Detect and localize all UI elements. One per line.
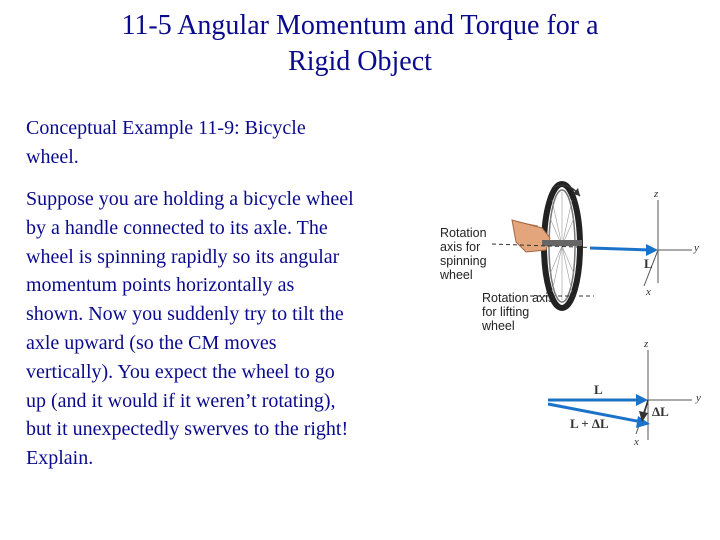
bottom-axis-y: y bbox=[696, 392, 701, 404]
label-line: for lifting bbox=[482, 305, 530, 319]
top-L-vector bbox=[590, 244, 658, 256]
label-line: wheel bbox=[440, 268, 473, 282]
body-line: shown. Now you suddenly try to tilt the bbox=[26, 303, 344, 326]
title-line-2: Rigid Object bbox=[288, 46, 432, 77]
body-line: but it unexpectedly swerves to the right! bbox=[26, 418, 349, 441]
example-line-1: Conceptual Example 11-9: Bicycle bbox=[26, 117, 306, 139]
body-line: axle upward (so the CM moves bbox=[26, 331, 277, 354]
label-line: axis for bbox=[440, 240, 481, 254]
example-line-2: wheel. bbox=[26, 146, 79, 168]
label-line: Rotation axis bbox=[482, 291, 555, 305]
top-axes bbox=[644, 200, 692, 286]
body-text bbox=[26, 185, 446, 473]
body-line: by a handle connected to its axle. The bbox=[26, 216, 328, 239]
body-line: momentum points horizontally as bbox=[26, 274, 295, 297]
label-line: wheel bbox=[482, 319, 515, 333]
dL-label: ΔL bbox=[652, 404, 669, 419]
example-heading bbox=[26, 114, 426, 172]
body-line: Suppose you are holding a bicycle wheel bbox=[26, 188, 354, 210]
top-axis-x: x bbox=[646, 286, 651, 298]
top-axis-y: y bbox=[694, 242, 699, 254]
body-line: wheel is spinning rapidly so its angular bbox=[26, 245, 340, 268]
L-plus-dL-label: L + ΔL bbox=[570, 416, 609, 431]
bicycle-wheel-figure bbox=[430, 178, 720, 458]
bottom-axes bbox=[636, 350, 692, 440]
body-line: vertically). You expect the wheel to go bbox=[26, 360, 335, 383]
title-line-1: 11-5 Angular Momentum and Torque for a bbox=[121, 10, 599, 41]
top-axis-z: z bbox=[654, 188, 659, 200]
body-line: up (and it would if it weren’t rotating), bbox=[26, 389, 336, 412]
bottom-axis-x: x bbox=[634, 436, 639, 448]
bottom-axis-z: z bbox=[644, 338, 649, 350]
body-line: Explain. bbox=[26, 447, 94, 470]
label-rotation-spinning bbox=[440, 226, 487, 282]
bottom-L-label: L bbox=[594, 382, 603, 397]
label-line: Rotation bbox=[440, 226, 487, 240]
top-L-label: L bbox=[644, 256, 653, 271]
label-rotation-lifting bbox=[482, 291, 554, 333]
label-line: spinning bbox=[440, 254, 487, 268]
slide-title bbox=[20, 8, 700, 80]
